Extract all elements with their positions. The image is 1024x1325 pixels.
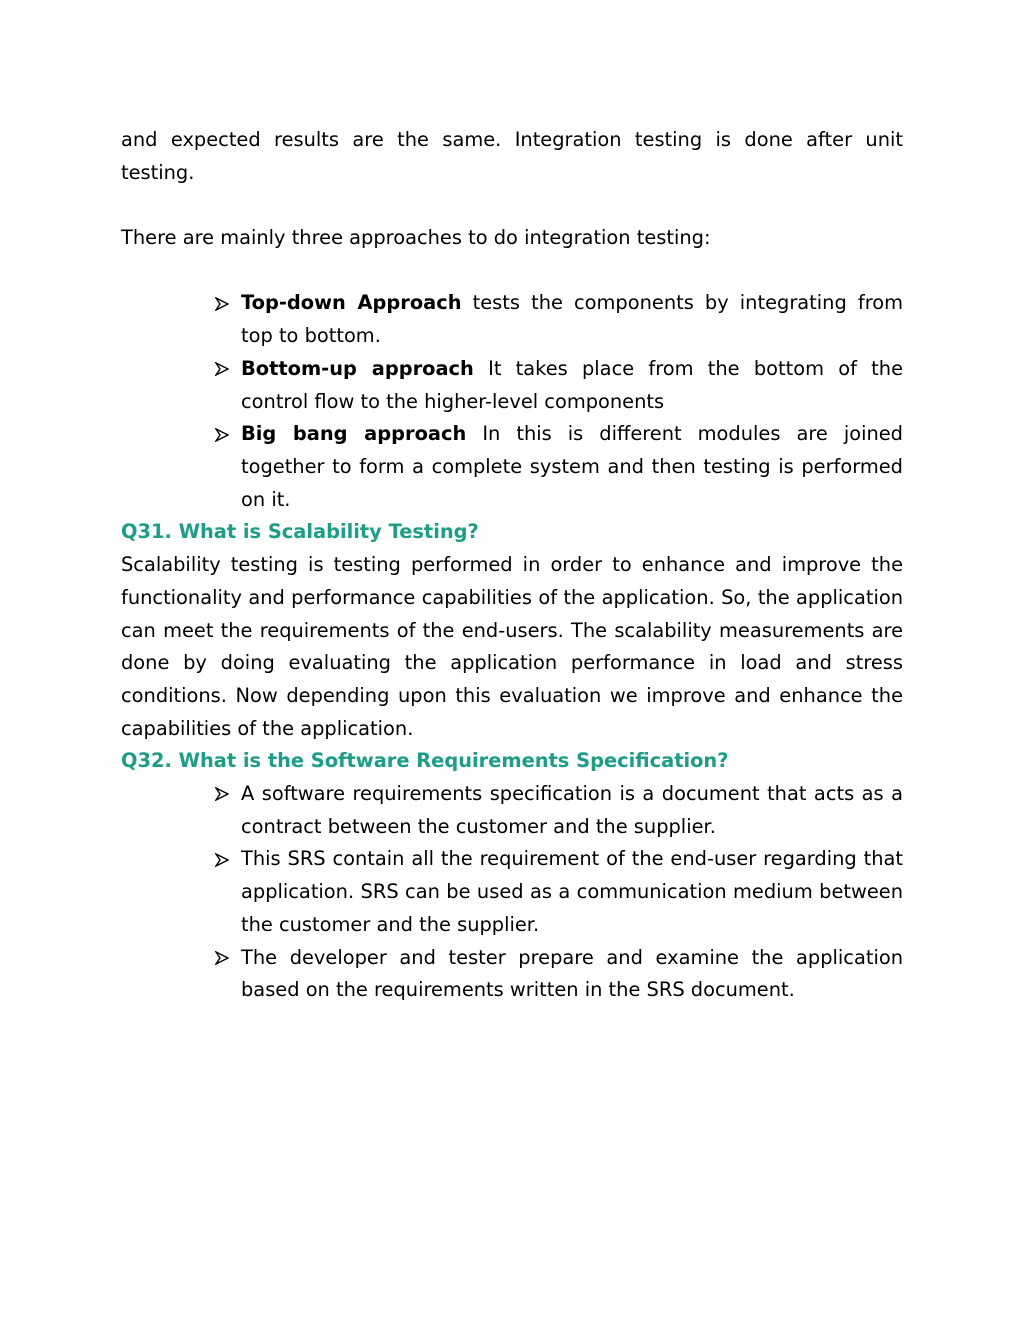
arrowhead-bullet-icon: [215, 778, 231, 811]
q31-heading: Q31. What is Scalability Testing?: [121, 520, 479, 544]
srs-list: [121, 778, 903, 1007]
srs-item-text: A software requirements specification is a document that acts as a contract between the customer and the supplier.: [241, 782, 903, 838]
srs-item-text: The developer and tester prepare and examine the application based on the requirements written in the SRS document.: [241, 945, 903, 1002]
arrowhead-bullet-icon: [215, 418, 231, 451]
list-item: [241, 287, 903, 352]
approach-description: In this is different modules are joined together to form a complete system and then testing is performed on it.: [241, 422, 903, 511]
arrowhead-bullet-icon: [215, 942, 231, 975]
approach-description: It takes place from the bottom of the control flow to the higher-level components: [241, 356, 903, 413]
list-item: [241, 418, 903, 516]
list-item: [241, 778, 903, 843]
list-item: [241, 843, 903, 941]
approaches-list: [121, 287, 903, 516]
approaches-lead: There are mainly three approaches to do integration testing:: [121, 226, 711, 250]
approach-description: tests the components by integrating from top to bottom.: [241, 291, 903, 348]
arrowhead-bullet-icon: [215, 843, 231, 876]
arrowhead-bullet-icon: [215, 353, 231, 386]
approach-term: Bottom-up approach: [241, 356, 474, 380]
approach-term: Top-down Approach: [241, 291, 462, 315]
intro-paragraph: and expected results are the same. Integration testing is done after unit testing.: [121, 128, 903, 184]
srs-item-text: This SRS contain all the requirement of the end-user regarding that application. SRS can be used as a communication medium between the customer and the supplier.: [241, 847, 903, 936]
q32-heading: Q32. What is the Software Requirements Specification?: [121, 749, 729, 773]
document-page: [121, 124, 903, 1007]
q31-body: Scalability testing is testing performed in order to enhance and improve the functionality and performance capabilities of the application. So, the application can meet the requirements of the end-users. The scalability measurements are done by doing evaluating the application performance in load and stress conditions. Now depending upon this evaluation we improve and enhance the capabilities of the application.: [121, 553, 903, 740]
list-item: [241, 942, 903, 1007]
list-item: [241, 353, 903, 418]
approach-term: Big bang approach: [241, 422, 467, 446]
arrowhead-bullet-icon: [215, 287, 231, 320]
